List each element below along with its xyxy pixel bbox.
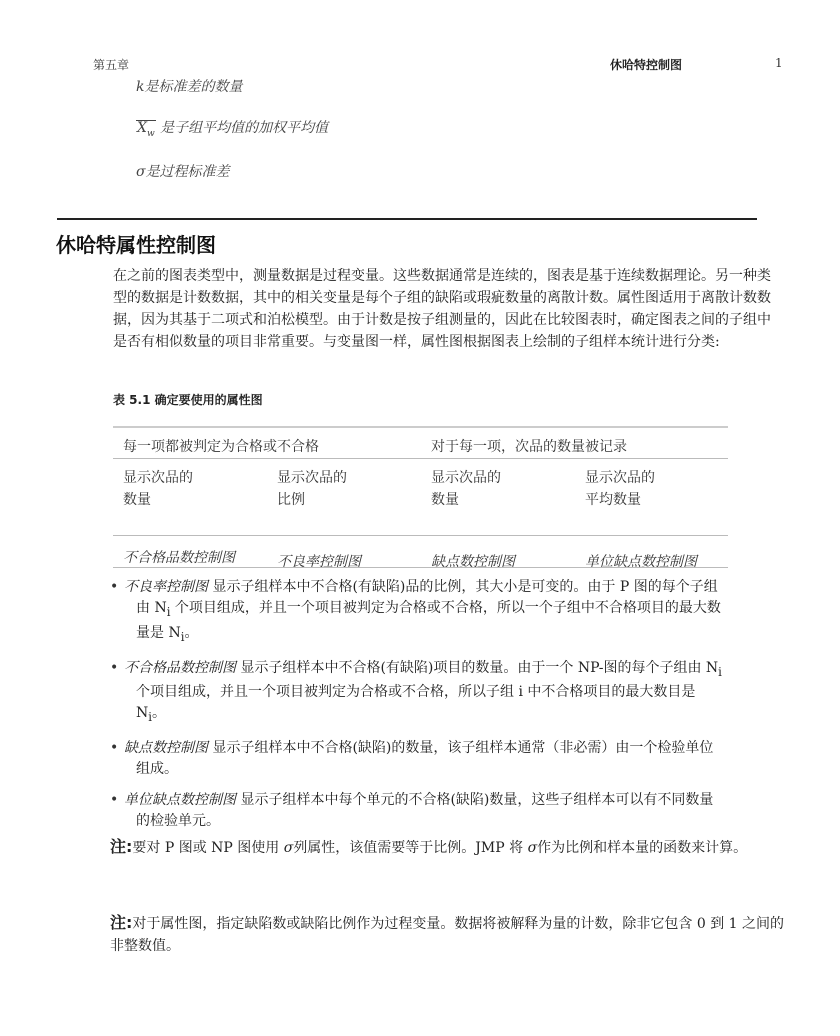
list-item: • 单位缺点数控制图 显示子组样本中每个单元的不合格(缺陷)数量，这些子组样本可以有不同数量 的检验单元。 (110, 790, 785, 832)
chart-type-list (110, 577, 785, 842)
list-item: • 不合格品数控制图 显示子组样本中不合格(有缺陷)项目的数量。由于一个 NP-图的每个子组由 $N_i$ 个项目组成，并且一个项目被判定为合格或不合格，所以子组 i 中不合格项目的最大数目是 $N_i$。 (110, 658, 785, 729)
table-mid-rule (113, 535, 728, 536)
note-attribute-charts: 注:对于属性图，指定缺陷数或缺陷比例作为过程变量。数据将被解释为量的计数，除非它包含 0 到 1 之间的非整数值。 (110, 913, 785, 954)
section-divider (57, 218, 757, 220)
xw-symbol: $X_w$ (137, 120, 155, 139)
table-caption: 表 5.1 确定要使用的属性图 (113, 393, 263, 407)
definition-sigma (136, 161, 230, 181)
definition-k (136, 76, 242, 96)
note-label: 注: (110, 913, 133, 932)
table-cell-3: 显示次品的 数量 (431, 470, 501, 508)
definition-xw (136, 117, 328, 139)
chart-name-np: 不合格品数控制图 (123, 550, 235, 566)
section-title: 休哈特属性控制图 (56, 233, 216, 257)
group-header-defect-count: 对于每一项，次品的数量被记录 (431, 439, 627, 455)
list-item: • 缺点数控制图 显示子组样本中不合格(缺陷)的数量，该子组样本通常（非必需）由一个检验单位 组成。 (110, 738, 785, 780)
xw-text: 是子组平均值的加权平均值 (160, 120, 329, 136)
running-title: 休哈特控制图 (610, 58, 683, 72)
k-text: 是标准差的数量 (144, 79, 243, 95)
table-header-rule (113, 458, 728, 459)
page-number: 1 (775, 56, 783, 70)
group-header-pass-fail: 每一项都被判定为合格或不合格 (123, 439, 319, 455)
list-item: • 不良率控制图 显示子组样本中不合格(有缺陷)品的比例，其大小是可变的。由于 P 图的每个子组 由 $N_i$ 个项目组成，并且一个项目被判定为合格或不合格，所以一个子组中不合格项目的最大数 量是 $N_i$。 (110, 577, 785, 648)
table-top-rule (113, 426, 728, 428)
sigma-symbol: σ (136, 164, 146, 180)
chart-name-c: 缺点数控制图 (431, 554, 515, 570)
table-bottom-rule (113, 567, 728, 568)
intro-paragraph: 在之前的图表类型中，测量数据是过程变量。这些数据通常是连续的，图表是基于连续数据理论。另一种类型的数据是计数数据，其中的相关变量是每个子组的缺陷或瑕疵数量的离散计数。属性图适用于离散计数数据，因为其基于二项式和泊松模型。由于计数是按子组测量的，因此在比较图表时，确定图表之间的子组中是否有相似数量的项目非常重要。与变量图一样，属性图根据图表上绘制的子组样本统计进行分类: (113, 268, 771, 350)
table-cell-1: 显示次品的 数量 (123, 470, 193, 508)
note-label: 注: (110, 837, 133, 856)
chapter-label: 第五章 (93, 58, 130, 72)
sigma-text: 是过程标准差 (145, 164, 230, 180)
chart-name-p: 不良率控制图 (277, 554, 361, 570)
table-cell-2: 显示次品的 比例 (277, 470, 347, 508)
note-sigma: 注:要对 P 图或 NP 图使用 σ列属性，该值需要等于比例。JMP 将 σ作为比例和样本量的函数来计算。 (110, 837, 748, 856)
table-cell-4: 显示次品的 平均数量 (585, 470, 655, 508)
k-symbol: k (136, 79, 145, 95)
chart-name-u: 单位缺点数控制图 (585, 554, 697, 570)
